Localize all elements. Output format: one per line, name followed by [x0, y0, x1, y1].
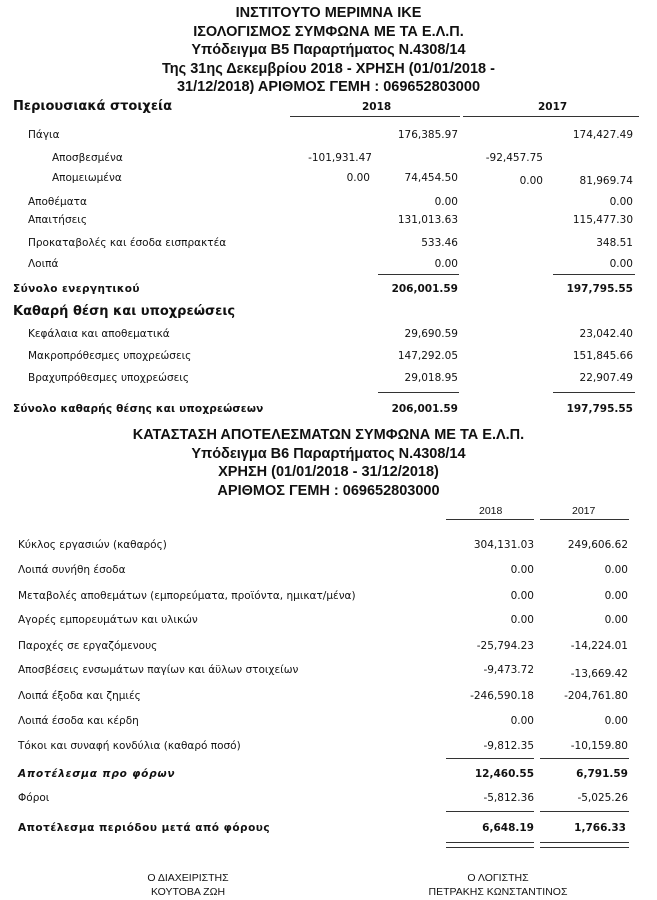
income-statement-gemi: ΑΡΙΘΜΟΣ ΓΕΜΗ : 069652803000 — [217, 482, 440, 499]
income-value-2018: 0.00 — [510, 614, 534, 626]
income-value-2017: 0.00 — [604, 715, 628, 727]
is-year-underline-2018 — [446, 519, 534, 520]
income-row-label: Μεταβολές αποθεμάτων (εμπορεύματα, προϊόντα, ημικατ/μένα) — [18, 590, 356, 602]
asset-value-2017: 0.00 — [609, 258, 633, 270]
pretax-label: Αποτέλεσμα προ φόρων — [18, 768, 176, 780]
balance-sheet-template: Υπόδειγμα Β5 Παραρτήματος Ν.4308/14 — [191, 42, 466, 58]
income-row-label: Λοιπά συνήθη έσοδα — [18, 564, 126, 576]
liability-value-2017: 22,907.49 — [579, 372, 633, 384]
manager-name: ΚΟΥΤΟΒΑ ΖΩΗ — [150, 886, 226, 898]
subtotal-line-2017 — [553, 274, 635, 275]
income-row-label: Αποσβέσεις ενσωμάτων παγίων και άϋλων στοιχείων — [18, 664, 299, 676]
asset-label: Αποσβεσμένα — [52, 152, 123, 164]
asset-value-2017: 348.51 — [596, 237, 633, 249]
total-assets-2018: 206,001.59 — [391, 283, 458, 295]
income-statement-template: Υπόδειγμα Β6 Παραρτήματος Ν.4308/14 — [191, 445, 466, 462]
income-value-2017: -14,224.01 — [570, 640, 628, 652]
double-underline-2017-a — [540, 842, 629, 843]
assets-section-title: Περιουσιακά στοιχεία — [13, 99, 173, 114]
double-underline-2018-b — [446, 847, 534, 848]
income-value-2017: 0.00 — [604, 614, 628, 626]
asset-value-2018: 176,385.97 — [397, 129, 458, 141]
total-assets-label: Σύνολο ενεργητικού — [13, 283, 140, 295]
liability-label: Μακροπρόθεσμες υποχρεώσεις — [28, 350, 192, 362]
income-row-label: Παροχές σε εργαζόμενους — [18, 640, 158, 652]
income-value-2017: -13,669.42 — [570, 668, 628, 680]
company-name: ΙΝΣΤΙΤΟΥΤΟ ΜΕΡΙΜΝΑ ΙΚΕ — [235, 5, 422, 21]
liability-value-2018: 147,292.05 — [397, 350, 458, 362]
balance-sheet-period-line1: Της 31ης Δεκεμβρίου 2018 - ΧΡΗΣΗ (01/01/2018 - — [162, 60, 495, 77]
liability-value-2017: 23,042.40 — [579, 328, 633, 340]
income-value-2018: -9,473.72 — [483, 664, 534, 676]
asset-subvalue-2018: -101,931.47 — [308, 152, 372, 164]
is-year-underline-2017 — [540, 519, 629, 520]
income-value-2018: 0.00 — [510, 590, 534, 602]
income-value-2018: -9,812.35 — [483, 740, 534, 752]
pretax-2017: 6,791.59 — [576, 768, 628, 780]
balance-sheet-header — [0, 4, 657, 97]
accountant-title: Ο ΛΟΓΙΣΤΗΣ — [467, 872, 529, 884]
liability-value-2018: 29,690.59 — [404, 328, 458, 340]
asset-value-2018: 0.00 — [434, 196, 458, 208]
income-value-2017: 249,606.62 — [567, 539, 628, 551]
income-value-2018: 0.00 — [510, 715, 534, 727]
asset-label: Λοιπά — [28, 258, 59, 270]
accountant-name: ΠΕΤΡΑΚΗΣ ΚΩΝΣΤΑΝΤΙΝΟΣ — [428, 886, 568, 898]
pretax-2018: 12,460.55 — [474, 768, 534, 780]
asset-label: Απαιτήσεις — [28, 214, 88, 226]
income-value-2018: 0.00 — [510, 564, 534, 576]
income-value-2017: -10,159.80 — [570, 740, 628, 752]
liability-value-2017: 151,845.66 — [572, 350, 633, 362]
taxes-2017: -5,025.26 — [577, 792, 628, 804]
year-underline-2017 — [463, 116, 639, 117]
income-row-label: Τόκοι και συναφή κονδύλια (καθαρό ποσό) — [18, 740, 241, 752]
income-statement-title: ΚΑΤΑΣΤΑΣΗ ΑΠΟΤΕΛΕΣΜΑΤΩΝ ΣΥΜΦΩΝΑ ΜΕ ΤΑ Ε.Λ.Π. — [132, 427, 525, 443]
is-subtotal-line-2017 — [540, 758, 629, 759]
liability-label: Κεφάλαια και αποθεματικά — [28, 328, 170, 340]
taxes-2018: -5,812.36 — [483, 792, 534, 804]
net-result-2018: 6,648.19 — [482, 822, 534, 834]
is-year-header-2017: 2017 — [572, 505, 596, 517]
asset-label: Αποθέματα — [28, 196, 87, 208]
is-net-line-2017 — [540, 811, 629, 812]
balance-sheet-title: ΙΣΟΛΟΓΙΣΜΟΣ ΣΥΜΦΩΝΑ ΜΕ ΤΑ Ε.Λ.Π. — [193, 23, 464, 40]
income-value-2017: 0.00 — [604, 564, 628, 576]
net-result-label: Αποτέλεσμα περιόδου μετά από φόρους — [18, 822, 271, 834]
is-subtotal-line-2018 — [446, 758, 534, 759]
manager-signature — [128, 871, 248, 899]
is-year-header-2018: 2018 — [479, 505, 503, 517]
subtotal-line-2017 — [553, 392, 635, 393]
taxes-label: Φόροι — [18, 792, 50, 804]
income-row-label: Κύκλος εργασιών (καθαρός) — [18, 539, 167, 551]
asset-subvalue-2017: 0.00 — [519, 175, 543, 187]
manager-title: Ο ΔΙΑΧΕΙΡΙΣΤΗΣ — [147, 872, 229, 884]
liability-label: Βραχυπρόθεσμες υποχρεώσεις — [28, 372, 190, 384]
total-assets-2017: 197,795.55 — [566, 283, 633, 295]
income-statement-header — [0, 426, 657, 500]
asset-label: Πάγια — [28, 129, 60, 141]
total-liabilities-2018: 206,001.59 — [391, 403, 458, 415]
asset-label: Απομειωμένα — [52, 172, 122, 184]
income-row-label: Λοιπά έξοδα και ζημιές — [18, 690, 141, 702]
balance-sheet-period-line2: 31/12/2018) ΑΡΙΘΜΟΣ ΓΕΜΗ : 069652803000 — [176, 79, 481, 95]
subtotal-line-2018 — [378, 392, 459, 393]
is-net-line-2018 — [446, 811, 534, 812]
asset-value-2017: 81,969.74 — [579, 175, 633, 187]
net-result-2017: 1,766.33 — [574, 822, 626, 834]
subtotal-line-2018 — [378, 274, 459, 275]
total-liabilities-label: Σύνολο καθαρής θέσης και υποχρεώσεων — [13, 403, 264, 415]
accountant-signature — [418, 871, 578, 899]
asset-value-2018: 0.00 — [434, 258, 458, 270]
income-statement-period: ΧΡΗΣΗ (01/01/2018 - 31/12/2018) — [218, 464, 439, 480]
year-header-2017: 2017 — [538, 101, 568, 113]
asset-value-2018: 74,454.50 — [404, 172, 458, 184]
year-header-2018: 2018 — [362, 101, 392, 113]
asset-value-2017: 115,477.30 — [572, 214, 633, 226]
income-row-label: Αγορές εμπορευμάτων και υλικών — [18, 614, 198, 626]
income-value-2018: -25,794.23 — [476, 640, 534, 652]
asset-subvalue-2018: 0.00 — [346, 172, 370, 184]
income-value-2017: -204,761.80 — [564, 690, 628, 702]
year-underline-2018 — [290, 116, 460, 117]
asset-subvalue-2017: -92,457.75 — [485, 152, 543, 164]
liability-value-2018: 29,018.95 — [404, 372, 458, 384]
asset-value-2017: 0.00 — [609, 196, 633, 208]
double-underline-2018-a — [446, 842, 534, 843]
asset-value-2018: 533.46 — [421, 237, 458, 249]
asset-label: Προκαταβολές και έσοδα εισπρακτέα — [28, 237, 227, 249]
double-underline-2017-b — [540, 847, 629, 848]
asset-value-2018: 131,013.63 — [397, 214, 458, 226]
total-liabilities-2017: 197,795.55 — [566, 403, 633, 415]
liabilities-section-title: Καθαρή θέση και υποχρεώσεις — [13, 304, 236, 319]
asset-value-2017: 174,427.49 — [572, 129, 633, 141]
income-row-label: Λοιπά έσοδα και κέρδη — [18, 715, 139, 727]
income-value-2018: 304,131.03 — [473, 539, 534, 551]
income-value-2017: 0.00 — [604, 590, 628, 602]
income-value-2018: -246,590.18 — [470, 690, 534, 702]
